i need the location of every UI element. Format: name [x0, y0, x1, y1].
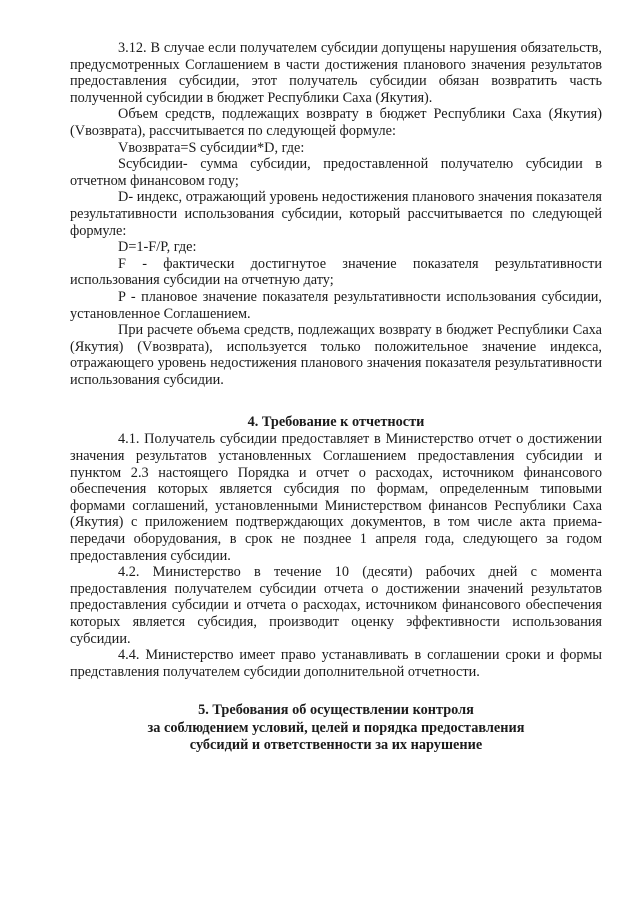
- paragraph-s-subsidy: Sсубсидии- сумма субсидии, предоставленной получателю субсидии в отчетном финансовом году;: [70, 156, 602, 189]
- paragraph-4-1: 4.1. Получатель субсидии предоставляет в Министерство отчет о достижении значения результатов установленных Соглашением предоставления субсидии и пунктом 2.3 настоящего Порядка и отчет о расходах, источником финансового обеспечения которых является субсидия по формам, определенным типовыми формами соглашений, установленными Министерством финансов Республики Саха (Якутия) с приложением подтверждающих документов, в том числе акта приема-передачи оборудования, в срок не позднее 1 апреля года, следующего за годом предоставления субсидии.: [70, 431, 602, 564]
- paragraph-p-planned: P - плановое значение показателя результативности использования субсидии, установленное Соглашением.: [70, 288, 602, 322]
- paragraph-d-index: D- индекс, отражающий уровень недостижения планового значения показателя результативности использования субсидии, который рассчитывается по следующей формуле:: [70, 189, 602, 239]
- section-5-heading: [70, 702, 602, 755]
- formula-v-return: Vвозврата=S субсидии*D, где:: [118, 139, 305, 156]
- paragraph-calculation: При расчете объема средств, подлежащих возврату в бюджет Республики Саха (Якутия) (Vвозврата), используется только положительное значение индекса, отражающего уровень недостижения планового значения показателя результативности использования субсидии.: [70, 322, 602, 388]
- paragraph-4-2: 4.2. Министерство в течение 10 (десяти) рабочих дней с момента предоставления получателем субсидии отчета о достижении значений результатов предоставления субсидии и отчета о расходах, источником финансового обеспечения которых является субсидия, производит оценку эффективности использования субсидии.: [70, 564, 602, 647]
- paragraph-return-volume: Объем средств, подлежащих возврату в бюджет Республики Саха (Якутия) (Vвозврата), рассчитывается по следующей формуле:: [70, 106, 602, 139]
- section-4-heading: 4. Требование к отчетности: [247, 414, 425, 431]
- section-5-heading-line-2: за соблюдением условий, целей и порядка предоставления: [147, 719, 525, 736]
- section-5-heading-line-1: 5. Требования об осуществлении контроля: [198, 702, 474, 719]
- paragraph-3-12: 3.12. В случае если получателем субсидии допущены нарушения обязательств, предусмотренных Соглашением в части достижения планового значения результатов предоставления субсидии, этот получатель субсидии обязан возвратить часть полученной субсидии в бюджет Республики Саха (Якутия).: [70, 40, 602, 106]
- paragraph-f-actual: F - фактически достигнутое значение показателя результативности использования субсидии на отчетную дату;: [70, 255, 602, 289]
- section-5-heading-line-3: субсидий и ответственности за их нарушение: [189, 737, 483, 754]
- formula-d: D=1-F/P, где:: [118, 239, 197, 256]
- paragraph-4-4: 4.4. Министерство имеет право устанавливать в соглашении сроки и формы представления получателем субсидии дополнительной отчетности.: [70, 647, 602, 680]
